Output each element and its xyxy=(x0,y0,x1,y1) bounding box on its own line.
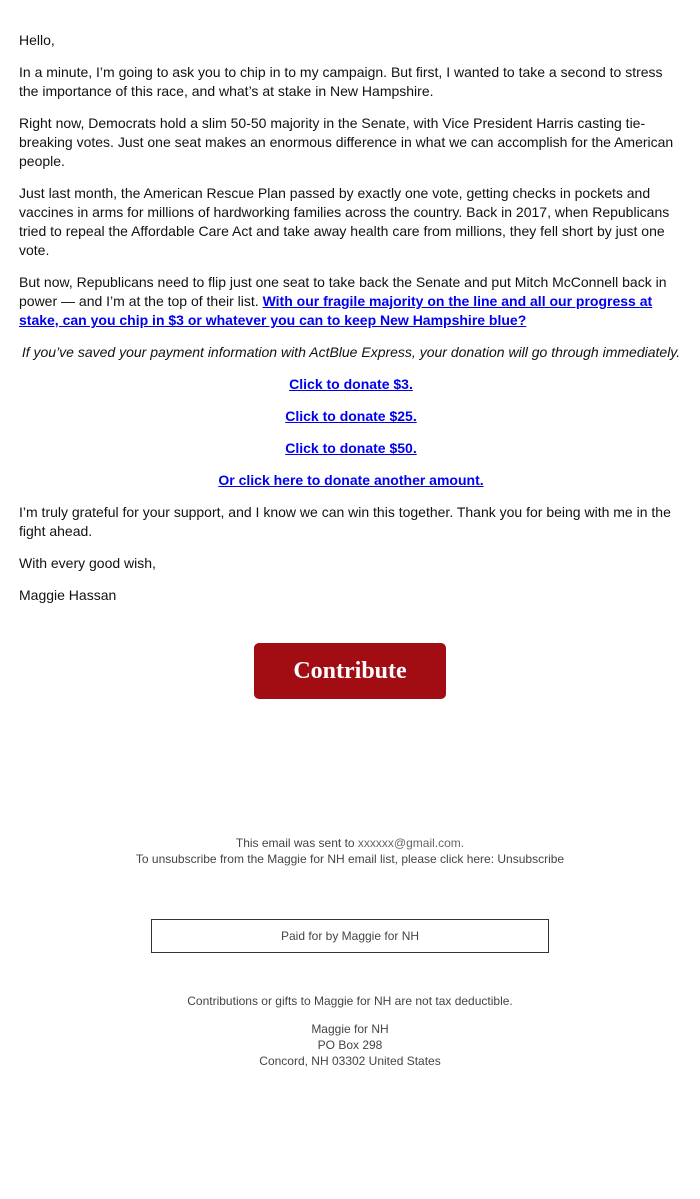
paid-for-disclaimer: Paid for by Maggie for NH xyxy=(151,919,549,953)
paragraph-rescue-plan: Just last month, the American Rescue Plan passed by exactly one vote, getting checks in pockets and vaccines in arms for millions of hardworking families across the country. Back in 2017, when Republicans tried to repeal the Affordable Care Act and take away health care from millions, they fell short by just one vote. xyxy=(19,185,670,258)
footer-recipient-info xyxy=(0,835,700,867)
actblue-express-note: If you’ve saved your payment information with ActBlue Express, your donation will go through immediately. xyxy=(21,344,681,360)
paragraph-ask xyxy=(19,273,683,330)
paragraph-senate-majority: Right now, Democrats hold a slim 50-50 majority in the Senate, with Vice President Harris casting tie-breaking votes. Just one seat makes an enormous difference in what we can accomplish for the American people. xyxy=(19,115,674,169)
donate-3-link[interactable]: Click to donate $3. xyxy=(289,376,413,392)
donate-25-link[interactable]: Click to donate $25. xyxy=(285,408,417,424)
chip-in-link[interactable]: With our fragile majority on the line and all our progress at stake, can you chip in $3 or whatever you can to keep New Hampshire blue? xyxy=(19,293,653,328)
signature: Maggie Hassan xyxy=(19,587,117,603)
sent-to-prefix: This email was sent to xyxy=(235,836,355,850)
ask-text: But now, Republicans need to flip just one seat to take back the Senate and put Mitch McConnell back in power — and I’m at the top of their list. xyxy=(19,274,667,309)
mailing-address xyxy=(0,1021,700,1069)
sent-to-line xyxy=(0,835,700,851)
greeting: Hello, xyxy=(19,32,55,48)
donate-other-row xyxy=(19,471,683,490)
closing: With every good wish, xyxy=(19,555,156,571)
donate-other-amount-link[interactable]: Or click here to donate another amount. xyxy=(218,472,484,488)
donate-3-row xyxy=(19,375,683,394)
unsubscribe-link[interactable]: Unsubscribe xyxy=(497,852,565,866)
donate-50-link[interactable]: Click to donate $50. xyxy=(285,440,417,456)
address-line2: Concord, NH 03302 United States xyxy=(259,1054,441,1068)
donate-25-row xyxy=(19,407,683,426)
paragraph-intro: In a minute, I’m going to ask you to chip in to my campaign. But first, I wanted to take a second to stress the importance of this race, and what’s at stake in New Hampshire. xyxy=(19,64,663,99)
address-name: Maggie for NH xyxy=(311,1022,389,1036)
tax-deductible-note: Contributions or gifts to Maggie for NH are not tax deductible. xyxy=(187,994,513,1008)
donate-50-row xyxy=(19,439,683,458)
unsubscribe-line xyxy=(0,851,700,867)
contribute-button[interactable]: Contribute xyxy=(254,643,446,699)
paragraph-gratitude: I’m truly grateful for your support, and I know we can win this together. Thank you for being with me in the fight ahead. xyxy=(19,504,671,539)
recipient-email: xxxxxx@gmail.com. xyxy=(357,836,465,850)
address-line1: PO Box 298 xyxy=(317,1038,383,1052)
unsubscribe-text: To unsubscribe from the Maggie for NH email list, please click here: xyxy=(135,852,495,866)
contribute-row xyxy=(0,643,700,699)
email-body xyxy=(19,31,683,618)
